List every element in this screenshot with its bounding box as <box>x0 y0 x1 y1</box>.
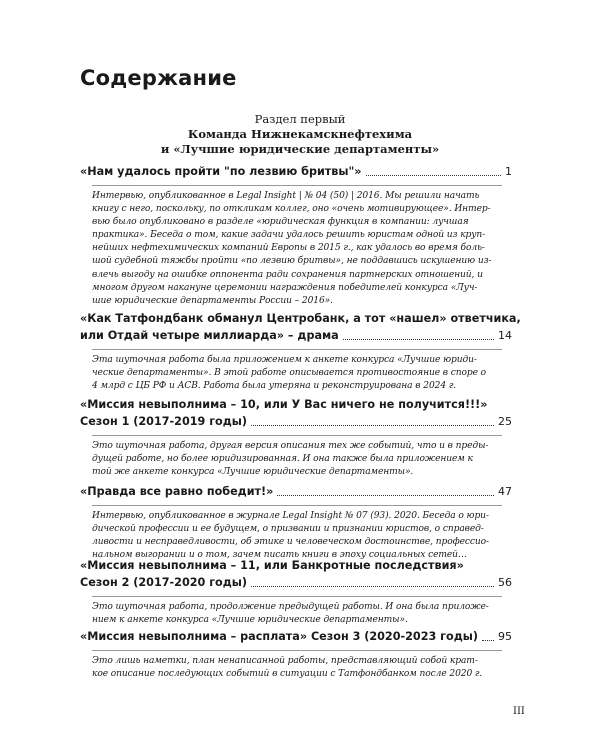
page-number: III <box>513 706 525 717</box>
toc-entry-title-line[interactable]: «Миссия невыполнима – 11, или Банкротные последствия» <box>80 559 464 572</box>
section-label: Раздел первый <box>254 112 346 126</box>
description-line: Это шуточная работа, продолжение предыдущей работы. И она была приложе- <box>92 602 489 612</box>
toc-entry-title-line[interactable]: «Нам удалось пройти "по лезвию бритвы"» <box>80 165 362 178</box>
toc-entry-page[interactable]: 14 <box>498 329 512 342</box>
section-header <box>90 112 510 157</box>
toc-entry[interactable] <box>80 310 521 393</box>
toc-entry-title[interactable] <box>80 163 512 180</box>
description-line: книгу с него, поскольку, по откликам коллег, оно «очень мотивирующее». Интер- <box>92 204 491 215</box>
toc-entry-page[interactable]: 56 <box>498 576 512 589</box>
section-title-line1: Команда Нижнекамскнефтехима <box>187 127 413 141</box>
toc-entry-page[interactable]: 95 <box>498 630 512 643</box>
toc-entry[interactable] <box>80 396 512 479</box>
description-line: Это лишь наметки, план ненаписанной работы, представляющий собой крат- <box>92 656 478 666</box>
description-line: Это шуточная работа, другая версия описания тех же событий, что и в преды- <box>92 441 489 451</box>
toc-entry-title[interactable] <box>80 557 512 591</box>
toc-entry-title-line[interactable]: Сезон 2 (2017-2020 годы) <box>80 576 248 589</box>
toc-entry-title-line[interactable]: «Миссия невыполнима – 10, или У Вас ничего не получится!!!» <box>80 398 488 411</box>
description-line: кое описание последующих событий в ситуации с Татфондбанком после 2020 г. <box>92 669 483 680</box>
toc-entry-page[interactable]: 47 <box>498 485 512 498</box>
toc-entry-description <box>92 185 502 308</box>
leader-dots <box>251 425 494 426</box>
description-line: 4 млрд с ЦБ РФ и АСВ. Работа была утеряна и реконструирована в 2024 г. <box>92 381 457 392</box>
description-line: Интервью, опубликованное в Legal Insight | № 04 (50) | 2016. Мы решили начать <box>92 191 480 201</box>
description-line: нейших нефтехимических компаний Европы в 2015 г., как удалось во время боль- <box>92 243 485 254</box>
description-line: практика». Беседа о том, какие задачи удалось решить юристам одной из круп- <box>92 230 486 241</box>
toc-entry-page[interactable]: 25 <box>498 415 512 428</box>
description-line: влечь выгоду на ошибке оппонента ради сохранения партнерских отношений, и <box>92 269 483 280</box>
toc-entry-title[interactable] <box>80 483 512 500</box>
toc-entry-title-line[interactable]: или Отдай четыре миллиарда» – драма <box>80 329 339 342</box>
description-line: ческие департаменты». В этой работе описывается противостояние в споре о <box>92 368 487 379</box>
leader-dots <box>277 495 494 496</box>
toc-entry-description <box>92 596 502 627</box>
description-line: вью было опубликовано в разделе «юридическая функция в компании: лучшая <box>92 217 469 228</box>
toc-entry-description <box>92 650 502 681</box>
toc-entry-page[interactable]: 1 <box>505 165 512 178</box>
section-title-line2: и «Лучшие юридические департаменты» <box>160 142 440 156</box>
toc-entry[interactable] <box>80 163 512 308</box>
toc-entry-title-line[interactable]: «Миссия невыполнима – расплата» Сезон 3 (2020-2023 годы) <box>80 630 478 643</box>
description-line: Эта шуточная работа была приложением к анкете конкурса «Лучшие юриди- <box>92 355 477 365</box>
leader-dots <box>366 175 501 176</box>
leader-dots <box>251 586 494 587</box>
description-line: Интервью, опубликованное в журнале Legal Insight № 07 (93). 2020. Беседа о юри- <box>92 511 489 521</box>
description-line: дической профессии и ее будущем, о призвании и признании юристов, о справед- <box>92 524 484 535</box>
description-line: нием к анкете конкурса «Лучшие юридические департаменты». <box>92 615 408 626</box>
toc-entry-title-line[interactable]: «Как Татфондбанк обманул Центробанк, а тот «нашел» ответчика, <box>80 312 521 325</box>
toc-entry-title[interactable] <box>80 628 512 645</box>
description-line: той же анкете конкурса «Лучшие юридические департаменты». <box>92 467 414 478</box>
description-line: шие юридические департаменты России – 2016». <box>92 295 333 306</box>
toc-entry-title[interactable] <box>80 310 521 344</box>
toc-entry-title-line[interactable]: «Правда все равно победит!» <box>80 485 274 498</box>
toc-entry[interactable] <box>80 628 512 681</box>
description-line: нальном выгорании и о том, зачем писать книги в эпоху социальных сетей… <box>92 550 467 561</box>
toc-entry[interactable] <box>80 557 512 627</box>
toc-entry-title-line[interactable]: Сезон 1 (2017-2019 годы) <box>80 415 248 428</box>
description-line: шой судебной тяжбы пройти «по лезвию бритвы», не поддавшись искушению из- <box>92 256 492 267</box>
description-line: многом другом накануне церемонии награждения победителей конкурса «Луч- <box>92 282 478 293</box>
description-line: дущей работе, но более юридизированная. И она также была приложением к <box>92 454 473 465</box>
leader-dots <box>482 640 494 641</box>
toc-entry-description <box>92 505 502 562</box>
page-title: Содержание <box>80 66 237 90</box>
toc-entry-description <box>92 349 502 393</box>
toc-entry-description <box>92 435 502 479</box>
leader-dots <box>343 339 494 340</box>
toc-entry-title[interactable] <box>80 396 512 430</box>
description-line: ливости и несправедливости, об этике и человеческом достоинстве, профессио- <box>92 537 489 548</box>
toc-entry[interactable] <box>80 483 512 562</box>
